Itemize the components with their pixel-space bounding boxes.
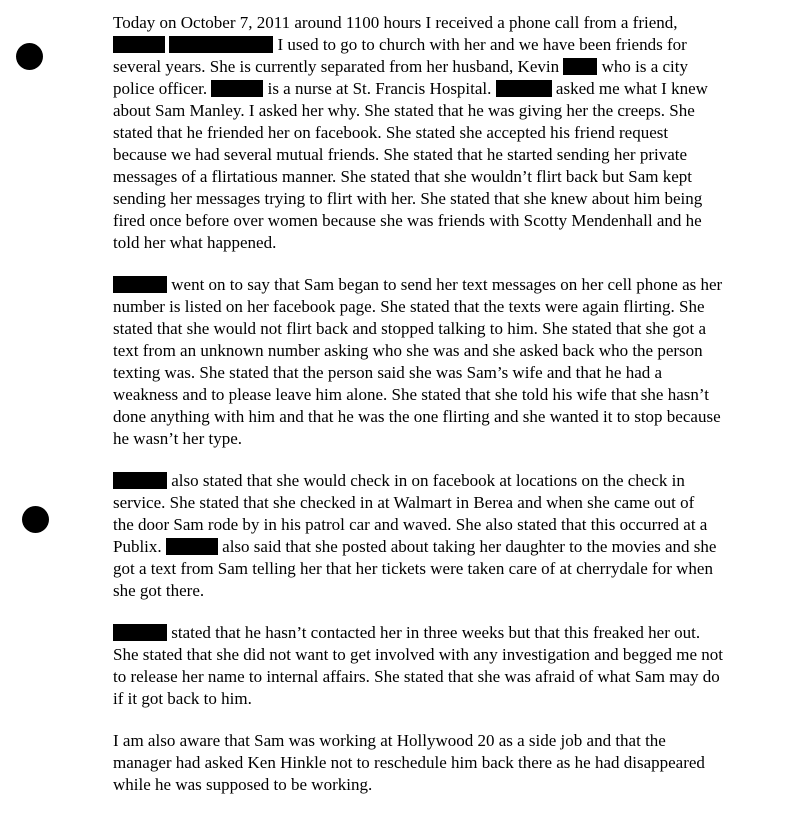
text-segment: I used to go to church with her and we have been friends for <box>273 35 687 54</box>
text-line <box>113 34 793 56</box>
text-line: while he was supposed to be working. <box>113 775 373 794</box>
redaction-bar <box>113 624 167 641</box>
text-line: stated that he friended her on facebook. She stated she accepted his friend request <box>113 123 669 142</box>
text-line: Today on October 7, 2011 around 1100 hours I received a phone call from a friend, <box>113 13 678 32</box>
text-line: to release her name to internal affairs. She stated that she was afraid of what Sam may do <box>113 667 720 686</box>
text-line: texting was. She stated that the person said she was Sam’s wife and that he had a <box>113 363 663 382</box>
text-line: about Sam Manley. I asked her why. She stated that he was giving her the creeps. She <box>113 101 695 120</box>
text-line: service. She stated that she checked in at Walmart in Berea and when she came out of <box>113 493 695 512</box>
text-segment: is a nurse at St. Francis Hospital. <box>263 79 492 98</box>
punch-hole-bottom <box>22 506 49 533</box>
text-segment: Publix. <box>113 537 162 556</box>
redaction-bar <box>211 80 263 97</box>
text-line: she got there. <box>113 581 205 600</box>
text-line: manager had asked Ken Hinkle not to reschedule him back there as he had disappeared <box>113 753 705 772</box>
text-line: stated that she would not flirt back and stopped talking to him. She stated that she got a <box>113 319 706 338</box>
text-segment: police officer. <box>113 79 208 98</box>
text-line <box>113 56 793 78</box>
text-line: text from an unknown number asking who she was and she asked back who the person <box>113 341 703 360</box>
paragraph-text-messages <box>113 274 793 450</box>
text-line <box>113 536 793 558</box>
redaction-bar <box>113 36 165 53</box>
text-segment: went on to say that Sam began to send her text messages on her cell phone as her <box>167 275 723 294</box>
paragraph-side-job <box>113 730 793 796</box>
text-segment: also stated that she would check in on facebook at locations on the check in <box>167 471 685 490</box>
text-line: got a text from Sam telling her that her tickets were taken care of at cherrydale for when <box>113 559 713 578</box>
text-line <box>113 470 793 492</box>
memo-body <box>113 12 793 816</box>
redaction-bar <box>166 538 218 555</box>
text-segment: who is a city <box>597 57 688 76</box>
text-segment: several years. She is currently separated from her husband, Kevin <box>113 57 560 76</box>
text-segment: stated that he hasn’t contacted her in three weeks but that this freaked her out. <box>167 623 701 642</box>
text-line: if it got back to him. <box>113 689 252 708</box>
text-line: sending her messages trying to flirt with her. She stated that she knew about him being <box>113 189 703 208</box>
redaction-bar <box>113 276 167 293</box>
redaction-bar <box>563 58 597 75</box>
text-line: She stated that she did not want to get involved with any investigation and begged me not <box>113 645 723 664</box>
redaction-bar <box>113 472 167 489</box>
punch-hole-top <box>16 43 43 70</box>
text-line: because we had several mutual friends. She stated that he started sending her private <box>113 145 688 164</box>
redaction-bar <box>169 36 273 53</box>
text-line: number is listed on her facebook page. She stated that the texts were again flirting. She <box>113 297 705 316</box>
text-line: done anything with him and that he was the one flirting and she wanted it to stop because <box>113 407 721 426</box>
text-line: messages of a flirtatious manner. She stated that she wouldn’t flirt back but Sam kept <box>113 167 692 186</box>
text-line <box>113 78 793 100</box>
text-segment: also said that she posted about taking her daughter to the movies and she <box>217 537 717 556</box>
text-segment: asked me what I knew <box>551 79 708 98</box>
text-line: he wasn’t her type. <box>113 429 243 448</box>
text-line <box>113 622 793 644</box>
paragraph-phone-call <box>113 12 793 254</box>
text-line: fired once before over women because she was friends with Scotty Mendenhall and he <box>113 211 702 230</box>
text-line <box>113 274 793 296</box>
text-line: weakness and to please leave him alone. She stated that she told his wife that she hasn’t <box>113 385 709 404</box>
text-line: I am also aware that Sam was working at Hollywood 20 as a side job and that the <box>113 731 666 750</box>
paragraph-no-contact <box>113 622 793 710</box>
text-line: the door Sam rode by in his patrol car and waved. She also stated that this occurred at a <box>113 515 708 534</box>
paragraph-check-ins <box>113 470 793 602</box>
redaction-bar <box>496 80 552 97</box>
text-line: told her what happened. <box>113 233 277 252</box>
